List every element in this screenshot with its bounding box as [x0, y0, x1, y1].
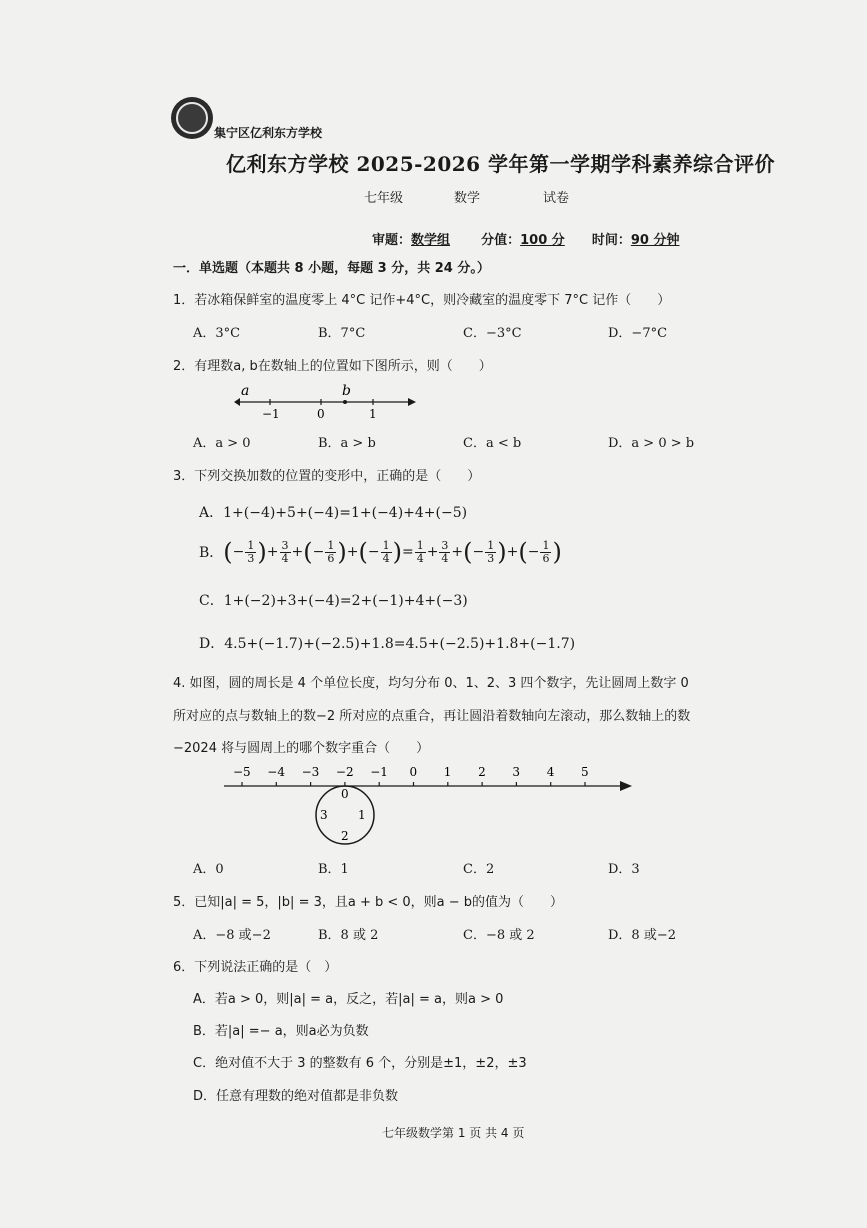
tick-label: 4	[546, 765, 555, 779]
question-6-stem: 6．下列说法正确的是（ ）	[173, 960, 338, 975]
question-2-option-d: D．a > 0 > b	[608, 436, 695, 451]
tick-label: 3	[512, 765, 521, 779]
school-tag: 集宁区亿利东方学校	[214, 126, 323, 140]
question-5-option-c: C．−8 或 2	[463, 928, 535, 943]
point-b-label: b	[342, 383, 351, 399]
question-2-option-a: A．a > 0	[193, 436, 251, 451]
question-4-option-a: A．0	[193, 862, 224, 877]
section-heading: 一．单选题（本题共 8 小题，每题 3 分，共 24 分。）	[173, 261, 490, 276]
school-seal-icon	[171, 97, 213, 139]
reviewer: 数学组	[411, 233, 451, 248]
question-4-diagram	[218, 760, 638, 850]
question-2-option-c: C．a < b	[463, 436, 522, 451]
grade-label: 七年级	[364, 191, 404, 206]
question-2-option-b: B．a > b	[318, 436, 376, 451]
question-4-option-b: B．1	[318, 862, 349, 877]
question-2-stem: 2．有理数a, b在数轴上的位置如下图所示，则（ ）	[173, 359, 492, 374]
question-1-option-a: A．3°C	[193, 326, 241, 341]
tick-label: −2	[335, 765, 354, 779]
question-4-line-2: 所对应的点与数轴上的数−2 所对应的点重合，再让圆沿着数轴向左滚动，那么数轴上的数	[173, 709, 691, 724]
tick-label: 1	[369, 407, 377, 421]
question-6-option-d: D．任意有理数的绝对值都是非负数	[193, 1089, 399, 1104]
question-5-option-b: B．8 或 2	[318, 928, 379, 943]
question-3-option-b: B． ( − $\frac{1}{3}$ ) + $\frac{3}{4}$ + ( − $\frac{1}{6}$ ) + ( − $\frac{1}{4}$ ) = $\frac{1}{4}$ + $\frac{3}{4}$ + ( − $\frac{1}{3}$ ) + ( − $\frac{1}{6}$ )	[199, 538, 562, 566]
question-3-option-a: A．1+(−4)+5+(−4)=1+(−4)+4+(−5)	[199, 505, 468, 521]
question-6-option-a: A．若a > 0，则|a| = a，反之，若|a| = a，则a > 0	[193, 992, 504, 1007]
question-6-option-c: C．绝对值不大于 3 的整数有 6 个，分别是±1，±2，±3	[193, 1056, 527, 1071]
point-a-label: a	[241, 383, 250, 399]
circle-label-2: 2	[341, 829, 349, 843]
circle-label-3: 3	[320, 808, 328, 822]
question-4-line-3: −2024 将与圆周上的哪个数字重合（ ）	[173, 741, 430, 756]
exam-title: 亿利东方学校 2025-2026 学年第一学期学科素养综合评价	[226, 152, 776, 176]
question-5-stem: 5．已知|a| = 5，|b| = 3，且a + b < 0，则a − b的值为（ ）	[173, 895, 564, 910]
tick-label: 5	[581, 765, 589, 779]
subject-label: 数学	[454, 191, 481, 206]
tick-label: 0	[409, 765, 418, 779]
question-4-option-c: C．2	[463, 862, 495, 877]
question-4-option-d: D．3	[608, 862, 640, 877]
question-3-option-d: D．4.5+(−1.7)+(−2.5)+1.8=4.5+(−2.5)+1.8+(−1.7)	[199, 636, 576, 652]
score: 100 分	[520, 233, 565, 248]
question-6-option-b: B．若|a| =− a，则a必为负数	[193, 1024, 369, 1039]
page-footer: 七年级数学第 1 页 共 4 页	[382, 1126, 525, 1140]
question-5-option-d: D．8 或−2	[608, 928, 676, 943]
question-1-option-b: B．7°C	[318, 326, 366, 341]
exam-meta: 审题：数学组 分值：100 分 时间：90 分钟	[372, 233, 680, 248]
tick-label: 1	[443, 765, 452, 779]
tick-label: −4	[267, 765, 286, 779]
tick-label: 0	[317, 407, 325, 421]
question-5-option-a: A．−8 或−2	[193, 928, 271, 943]
tick-label: −5	[233, 765, 251, 779]
tick-label: −1	[370, 765, 388, 779]
paper-label: 试卷	[543, 191, 570, 206]
question-1-option-c: C．−3°C	[463, 326, 522, 341]
question-3-stem: 3．下列交换加数的位置的变形中，正确的是（ ）	[173, 469, 481, 484]
time-limit: 90 分钟	[630, 233, 680, 248]
tick-label: −1	[262, 407, 280, 421]
question-1-stem: 1．若冰箱保鲜室的温度零上 4°C 记作+4°C，则冷藏室的温度零下 7°C 记作（ ）	[173, 293, 671, 308]
tick-label: −3	[301, 765, 320, 779]
question-3-option-c: C．1+(−2)+3+(−4)=2+(−1)+4+(−3)	[199, 593, 468, 609]
circle-label-1: 1	[358, 808, 366, 822]
tick-label: 2	[478, 765, 486, 779]
question-2-number-line	[232, 378, 417, 422]
question-1-option-d: D．−7°C	[608, 326, 668, 341]
question-4-line-1: 4. 如图，圆的周长是 4 个单位长度，均匀分布 0、1、2、3 四个数字，先让圆周上数字 0	[173, 676, 689, 691]
circle-label-0: 0	[341, 787, 349, 801]
